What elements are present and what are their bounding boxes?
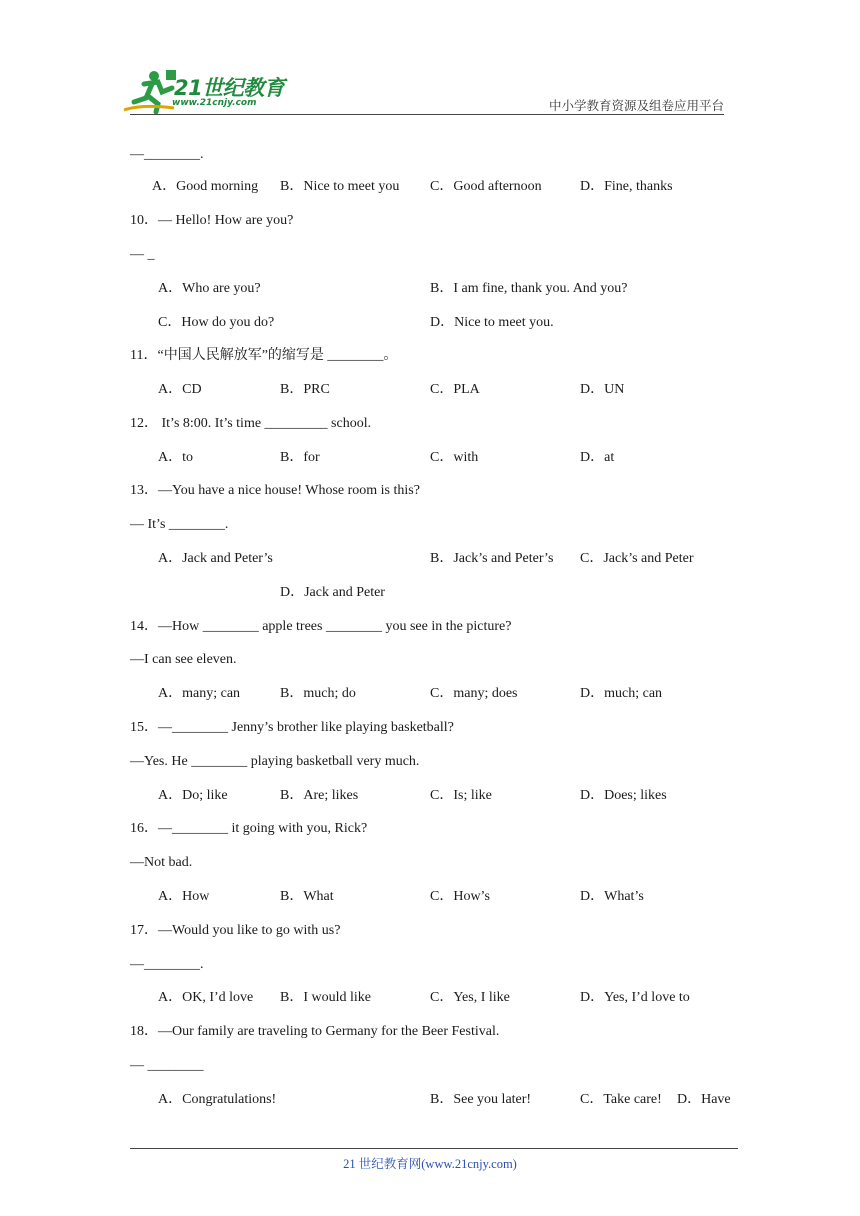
option-a-q15[interactable]: A．Do; like xyxy=(158,788,228,803)
question-14: 14．—How ________ apple trees ________ you see in the picture? xyxy=(130,619,512,634)
header-divider xyxy=(130,114,724,115)
answer-blank-q17: —________. xyxy=(130,957,204,972)
option-d-q9[interactable]: D．Fine, thanks xyxy=(580,179,673,194)
option-b-q12[interactable]: B．for xyxy=(280,450,320,465)
option-b-q13[interactable]: B．Jack’s and Peter’s xyxy=(430,551,554,566)
option-d-q12[interactable]: D．at xyxy=(580,450,615,465)
footer-divider xyxy=(130,1148,738,1149)
answer-blank-q13: — It’s ________. xyxy=(130,517,229,532)
option-d-q14[interactable]: D．much; can xyxy=(580,686,663,701)
question-16: 16．—________ it going with you, Rick? xyxy=(130,821,368,836)
option-b-q9[interactable]: B．Nice to meet you xyxy=(280,179,400,194)
option-a-q14[interactable]: A．many; can xyxy=(158,686,241,701)
option-a-q12[interactable]: A．to xyxy=(158,450,193,465)
option-a-q16[interactable]: A．How xyxy=(158,889,210,904)
option-c-q17[interactable]: C．Yes, I like xyxy=(430,990,510,1005)
question-11: 11．“中国人民解放军”的缩写是 ________。 xyxy=(130,348,398,363)
answer-q15: —Yes. He ________ playing basketball very much. xyxy=(130,754,420,769)
option-d-q13[interactable]: D．Jack and Peter xyxy=(280,585,385,600)
option-b-q15[interactable]: B．Are; likes xyxy=(280,788,359,803)
option-d-q15[interactable]: D．Does; likes xyxy=(580,788,667,803)
question-12: 12． It’s 8:00. It’s time _________ school. xyxy=(130,416,372,431)
option-a-q9[interactable]: A．Good morning xyxy=(152,179,259,194)
answer-blank-q18: — ________ xyxy=(130,1058,204,1073)
site-logo[interactable] xyxy=(122,68,292,114)
option-c-q9[interactable]: C．Good afternoon xyxy=(430,179,542,194)
option-a-q10[interactable]: A．Who are you? xyxy=(158,281,261,296)
platform-title: 中小学教育资源及组卷应用平台 xyxy=(548,98,724,113)
option-b-q10[interactable]: B．I am fine, thank you. And you? xyxy=(430,281,628,296)
option-a-q11[interactable]: A．CD xyxy=(158,382,202,397)
option-b-q17[interactable]: B．I would like xyxy=(280,990,371,1005)
answer-blank-q9: —________. xyxy=(130,147,204,162)
option-a-q13[interactable]: A．Jack and Peter’s xyxy=(158,551,273,566)
option-c-q10[interactable]: C．How do you do? xyxy=(158,315,275,330)
option-d-q10[interactable]: D．Nice to meet you. xyxy=(430,315,554,330)
question-15: 15．—________ Jenny’s brother like playing basketball? xyxy=(130,720,454,735)
option-c-q12[interactable]: C．with xyxy=(430,450,479,465)
option-d-q16[interactable]: D．What’s xyxy=(580,889,644,904)
option-d-q11[interactable]: D．UN xyxy=(580,382,625,397)
option-c-q14[interactable]: C．many; does xyxy=(430,686,518,701)
option-c-q15[interactable]: C．Is; like xyxy=(430,788,492,803)
option-c-q16[interactable]: C．How’s xyxy=(430,889,490,904)
answer-q16: —Not bad. xyxy=(130,855,193,870)
logo-url: www.21cnjy.com xyxy=(172,98,257,108)
logo-text: 21世纪教育 xyxy=(174,76,285,100)
runner-icon xyxy=(122,68,178,114)
option-b-q16[interactable]: B．What xyxy=(280,889,334,904)
footer-link[interactable]: 21 世纪教育网(www.21cnjy.com) xyxy=(343,1157,517,1171)
option-b-q11[interactable]: B．PRC xyxy=(280,382,330,397)
option-a-q18[interactable]: A．Congratulations! xyxy=(158,1092,277,1107)
question-17: 17．—Would you like to go with us? xyxy=(130,923,341,938)
answer-blank-q10: — _ xyxy=(130,247,155,262)
option-b-q14[interactable]: B．much; do xyxy=(280,686,356,701)
question-10: 10．— Hello! How are you? xyxy=(130,213,294,228)
option-c-q13[interactable]: C．Jack’s and Peter xyxy=(580,551,694,566)
page-header xyxy=(0,0,860,120)
question-13: 13．—You have a nice house! Whose room is this? xyxy=(130,483,420,498)
option-a-q17[interactable]: A．OK, I’d love xyxy=(158,990,254,1005)
option-b-q18[interactable]: B．See you later! xyxy=(430,1092,532,1107)
answer-q14: —I can see eleven. xyxy=(130,652,237,667)
option-c-q11[interactable]: C．PLA xyxy=(430,382,480,397)
option-c-q18[interactable]: C．Take care! xyxy=(580,1092,662,1107)
option-d-q17[interactable]: D．Yes, I’d love to xyxy=(580,990,690,1005)
question-18: 18．—Our family are traveling to Germany for the Beer Festival. xyxy=(130,1024,500,1039)
option-d-q18[interactable]: D．Have xyxy=(677,1092,731,1107)
